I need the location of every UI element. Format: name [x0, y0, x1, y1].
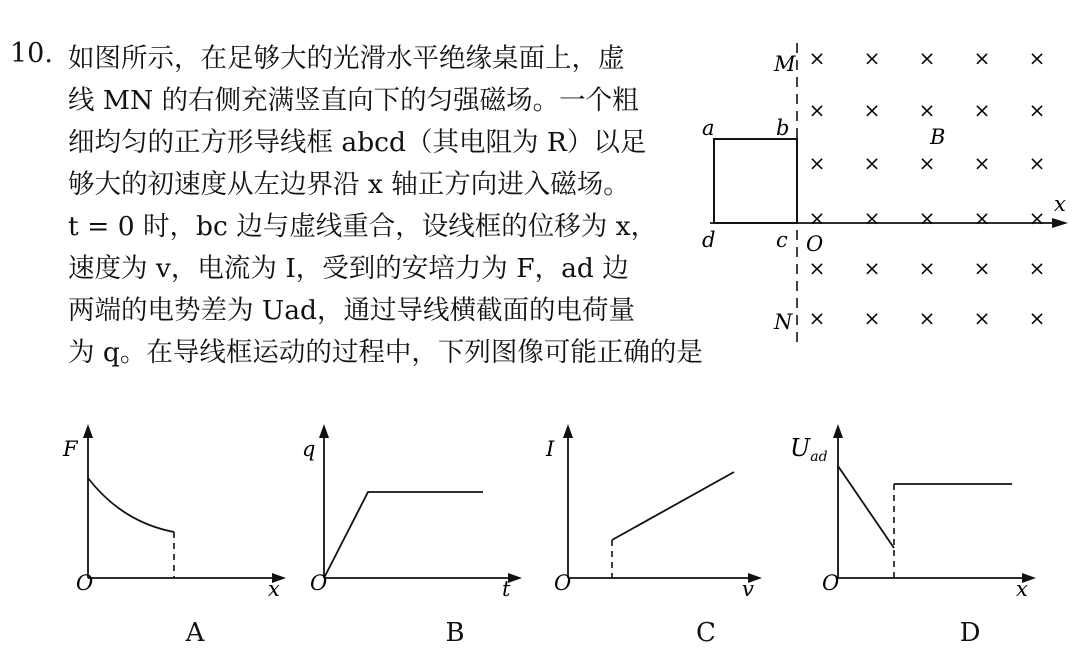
question-stem: [68, 38, 668, 332]
stem-line-5: t = 0 时，bc 边与虚线重合，设线框的位移为 x，: [68, 211, 658, 242]
option-c-origin: O: [554, 571, 572, 595]
field-cross-1-3: ×: [973, 98, 991, 122]
field-cross-0-4: ×: [1028, 46, 1046, 70]
field-cross-5-1: ×: [863, 306, 881, 330]
option-b-x-label: t: [502, 577, 511, 601]
label-m: M: [774, 52, 796, 76]
field-cross-4-2: ×: [918, 256, 936, 280]
field-cross-5-2: ×: [918, 306, 936, 330]
label-d: d: [702, 228, 716, 252]
option-a-origin: O: [76, 571, 94, 595]
stem-line-8: 为 q。在导线框运动的过程中，下列图像可能正确的是: [68, 337, 703, 368]
option-c-y-arrow: [563, 424, 573, 438]
wire-frame-abcd: [714, 139, 797, 223]
question-number: 10.: [10, 38, 53, 69]
option-b-line: [324, 492, 483, 578]
option-b-letter: B: [445, 618, 465, 648]
field-cross-3-0: ×: [808, 206, 826, 230]
option-d-letter: D: [959, 618, 981, 648]
magnetic-field-figure: [690, 35, 1070, 355]
option-d-graph: [788, 420, 1040, 610]
option-a-graph: [60, 420, 290, 610]
field-cross-2-3: ×: [973, 151, 991, 175]
field-cross-1-1: ×: [863, 98, 881, 122]
option-b-graph: [298, 420, 528, 610]
option-a-x-label: x: [268, 577, 280, 601]
option-c-line: [612, 472, 734, 540]
field-cross-4-1: ×: [863, 256, 881, 280]
field-cross-3-4: ×: [1028, 206, 1046, 230]
field-cross-3-1: ×: [863, 206, 881, 230]
field-cross-0-2: ×: [918, 46, 936, 70]
field-cross-5-0: ×: [808, 306, 826, 330]
option-a-y-label: F: [63, 437, 78, 461]
option-d-y-arrow: [833, 424, 843, 438]
field-cross-2-0: ×: [808, 151, 826, 175]
field-cross-4-3: ×: [973, 256, 991, 280]
label-b: b: [776, 116, 790, 140]
option-a-letter: A: [185, 618, 205, 648]
stem-line-4: 够大的初速度从左边界沿 x 轴正方向进入磁场。: [68, 169, 630, 200]
field-cross-2-2: ×: [918, 151, 936, 175]
field-cross-4-0: ×: [808, 256, 826, 280]
label-c: c: [776, 228, 788, 252]
option-c-letter: C: [696, 618, 716, 648]
field-cross-5-4: ×: [1028, 306, 1046, 330]
option-a-y-arrow: [83, 424, 93, 438]
option-c-x-label: v: [742, 577, 754, 601]
label-n: N: [774, 310, 793, 334]
field-cross-1-2: ×: [918, 98, 936, 122]
field-cross-0-1: ×: [863, 46, 881, 70]
option-c-graph: [538, 420, 768, 610]
field-cross-1-4: ×: [1028, 98, 1046, 122]
field-cross-2-4: ×: [1028, 151, 1046, 175]
label-origin: O: [806, 232, 824, 256]
option-d-falling-line: [838, 466, 894, 548]
field-cross-0-3: ×: [973, 46, 991, 70]
field-cross-2-1: ×: [863, 151, 881, 175]
field-cross-4-4: ×: [1028, 256, 1046, 280]
field-cross-3-2: ×: [918, 206, 936, 230]
option-d-x-label: x: [1016, 577, 1028, 601]
x-axis-arrow: [1052, 218, 1068, 228]
stem-line-3: 细均匀的正方形导线框 abcd（其电阻为 R）以足: [68, 127, 647, 158]
option-b-y-arrow: [319, 424, 329, 438]
stem-line-6: 速度为 v，电流为 I，受到的安培力为 F，ad 边: [68, 253, 629, 284]
field-cross-0-0: ×: [808, 46, 826, 70]
option-a-curve: [88, 478, 174, 532]
stem-line-1: 如图所示，在足够大的光滑水平绝缘桌面上，虚: [68, 43, 625, 74]
option-b-origin: O: [310, 571, 328, 595]
label-x-axis: x: [1054, 192, 1066, 216]
label-b-field: B: [930, 125, 946, 149]
label-a: a: [702, 116, 715, 140]
field-cross-3-3: ×: [973, 206, 991, 230]
stem-line-2: 线 MN 的右侧充满竖直向下的匀强磁场。一个粗: [68, 85, 639, 116]
field-crosses: [809, 46, 1046, 330]
option-d-origin: O: [822, 571, 840, 595]
option-d-y-label: $U_{ad}$: [790, 434, 828, 465]
option-c-y-label: I: [546, 437, 555, 461]
option-b-y-label: q: [302, 437, 316, 461]
field-cross-5-3: ×: [973, 306, 991, 330]
field-cross-1-0: ×: [808, 98, 826, 122]
stem-line-7: 两端的电势差为 Uad，通过导线横截面的电荷量: [68, 295, 636, 326]
